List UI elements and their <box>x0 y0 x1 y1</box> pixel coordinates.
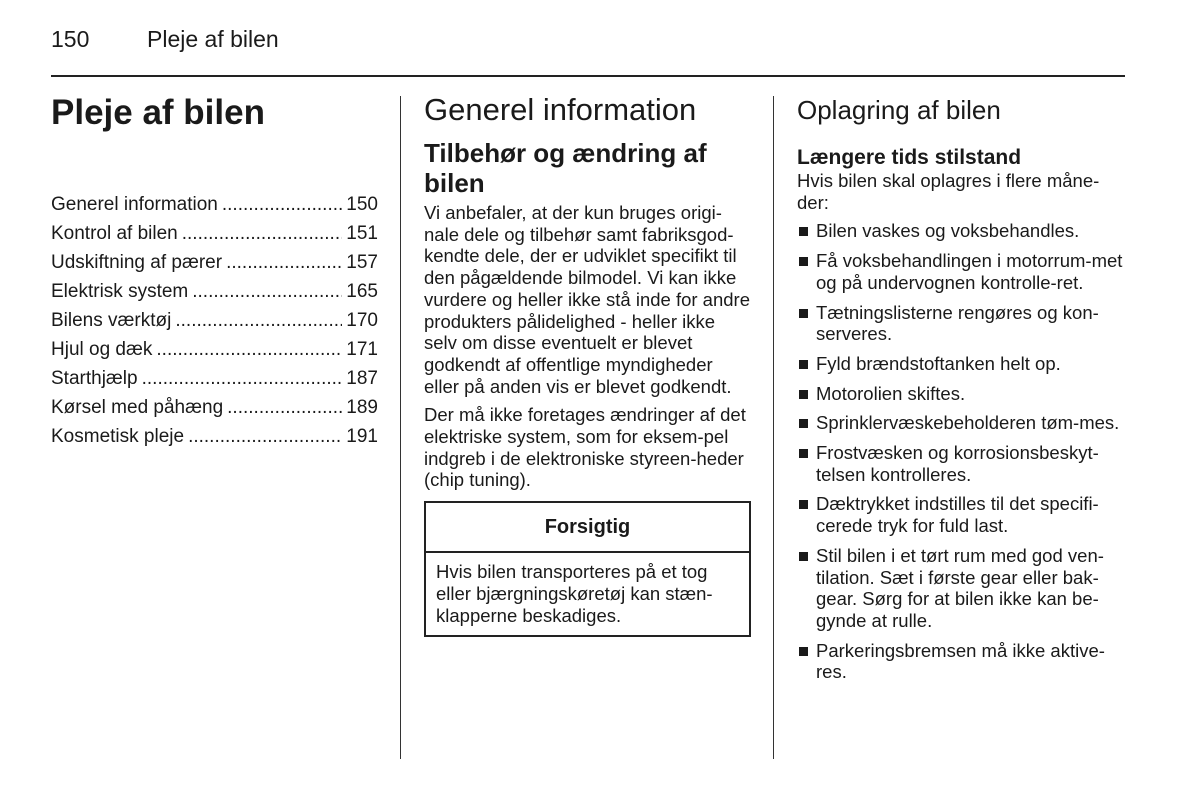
toc-page: 171 <box>346 339 378 360</box>
toc-leader <box>142 364 343 393</box>
list-item <box>797 302 1125 345</box>
running-header <box>51 26 279 53</box>
list-item-text: Tætningslisterne rengøres og kon-serveres. <box>816 301 1099 345</box>
toc-leader <box>226 248 342 277</box>
toc-label: Kørsel med påhæng <box>51 397 224 418</box>
toc-entry[interactable] <box>51 248 378 277</box>
list-item <box>797 493 1125 536</box>
list-item <box>797 220 1125 242</box>
toc-leader <box>227 393 342 422</box>
toc-label: Kosmetisk pleje <box>51 426 185 447</box>
toc-leader <box>175 306 342 335</box>
table-of-contents <box>51 190 378 451</box>
toc-entry[interactable] <box>51 306 378 335</box>
subsection-heading: Længere tids stilstand <box>797 146 1022 169</box>
toc-page: 165 <box>346 281 378 302</box>
chapter-title: Pleje af bilen <box>51 93 265 132</box>
list-item-text: Bilen vaskes og voksbehandles. <box>816 220 1080 242</box>
toc-page: 191 <box>346 426 378 447</box>
paragraph: Der må ikke foretages ændringer af det elektriske system, som for eksem-pel indgreb i de elektroniske styreen-heder (chip tuning). <box>424 404 746 491</box>
toc-entry[interactable] <box>51 422 378 451</box>
toc-entry[interactable] <box>51 190 378 219</box>
list-item-text: Motorolien skiftes. <box>816 382 966 404</box>
list-item-text: Få voksbehandlingen i motorrum-met og på undervognen kontrolle-ret. <box>816 250 1123 293</box>
caution-box <box>424 501 751 637</box>
section-heading: Oplagring af bilen <box>797 95 1001 125</box>
toc-entry[interactable] <box>51 219 378 248</box>
bullet-list <box>797 220 1125 683</box>
toc-page: 157 <box>346 252 378 273</box>
column-storage <box>797 92 1125 691</box>
list-item-text: Stil bilen i et tørt rum med god ven-tilation. Sæt i første gear eller bak-gear. Sørg for at bilen ikke kan be-gynde at rulle. <box>816 544 1104 631</box>
toc-leader <box>222 190 342 219</box>
toc-leader <box>188 422 342 451</box>
list-item-text: Sprinklervæskebeholderen tøm-mes. <box>816 412 1120 434</box>
page-number: 150 <box>51 26 90 52</box>
list-item <box>797 250 1125 293</box>
bullet-square-icon <box>799 647 808 656</box>
column-divider-1 <box>400 96 401 759</box>
toc-label: Kontrol af bilen <box>51 223 178 244</box>
column-toc <box>51 92 378 451</box>
list-item <box>797 383 1125 405</box>
section-heading: Generel information <box>424 92 697 127</box>
bullet-square-icon <box>799 449 808 458</box>
running-chapter-title: Pleje af bilen <box>147 26 279 52</box>
bullet-square-icon <box>799 552 808 561</box>
toc-label: Bilens værktøj <box>51 310 172 331</box>
toc-label: Udskiftning af pærer <box>51 252 223 273</box>
column-divider-2 <box>773 96 774 759</box>
bullet-square-icon <box>799 257 808 266</box>
list-item <box>797 412 1125 434</box>
caution-text: Hvis bilen transporteres på et tog eller bjærgningskøretøj kan stæn-klapperne beskadiges. <box>436 561 713 627</box>
bullet-square-icon <box>799 419 808 428</box>
toc-page: 151 <box>346 223 378 244</box>
toc-entry[interactable] <box>51 277 378 306</box>
caution-title: Forsigtig <box>426 503 749 553</box>
toc-page: 189 <box>346 397 378 418</box>
toc-leader <box>192 277 342 306</box>
list-item <box>797 442 1125 485</box>
list-item <box>797 353 1125 375</box>
column-general-information <box>424 92 751 637</box>
header-rule <box>51 75 1125 77</box>
intro-paragraph: Hvis bilen skal oplagres i flere måne-der: <box>797 170 1100 213</box>
toc-label: Starthjælp <box>51 368 138 389</box>
bullet-square-icon <box>799 360 808 369</box>
toc-label: Elektrisk system <box>51 281 189 302</box>
subsection-heading: Tilbehør og ændring af bilen <box>424 138 707 198</box>
toc-leader <box>156 335 342 364</box>
toc-leader <box>182 219 343 248</box>
toc-entry[interactable] <box>51 364 378 393</box>
toc-entry[interactable] <box>51 393 378 422</box>
list-item <box>797 545 1125 632</box>
toc-page: 150 <box>346 194 378 215</box>
bullet-square-icon <box>799 390 808 399</box>
paragraph: Vi anbefaler, at der kun bruges origi-nale dele og tilbehør samt fabriksgod-kendte dele, der er udviklet specifikt til den pågældende bilmodel. Vi kan ikke vurdere og heller ikke stå inde for andre produkters pålidelighed - heller ikke selv om disse eventuelt er blevet godkendt af offentlige myndigheder eller på anden vis er blevet godkendt. <box>424 202 750 397</box>
toc-label: Hjul og dæk <box>51 339 153 360</box>
toc-page: 187 <box>346 368 378 389</box>
bullet-square-icon <box>799 309 808 318</box>
bullet-square-icon <box>799 500 808 509</box>
list-item <box>797 640 1125 683</box>
list-item-text: Fyld brændstoftanken helt op. <box>816 352 1061 374</box>
toc-label: Generel information <box>51 194 218 215</box>
list-item-text: Frostvæsken og korrosionsbeskyt-telsen kontrolleres. <box>816 442 1099 485</box>
toc-page: 170 <box>346 310 378 331</box>
bullet-square-icon <box>799 227 808 236</box>
list-item-text: Dæktrykket indstilles til det specifi-cerede tryk for fuld last. <box>816 493 1099 537</box>
toc-entry[interactable] <box>51 335 378 364</box>
list-item-text: Parkeringsbremsen må ikke aktive-res. <box>816 639 1105 683</box>
